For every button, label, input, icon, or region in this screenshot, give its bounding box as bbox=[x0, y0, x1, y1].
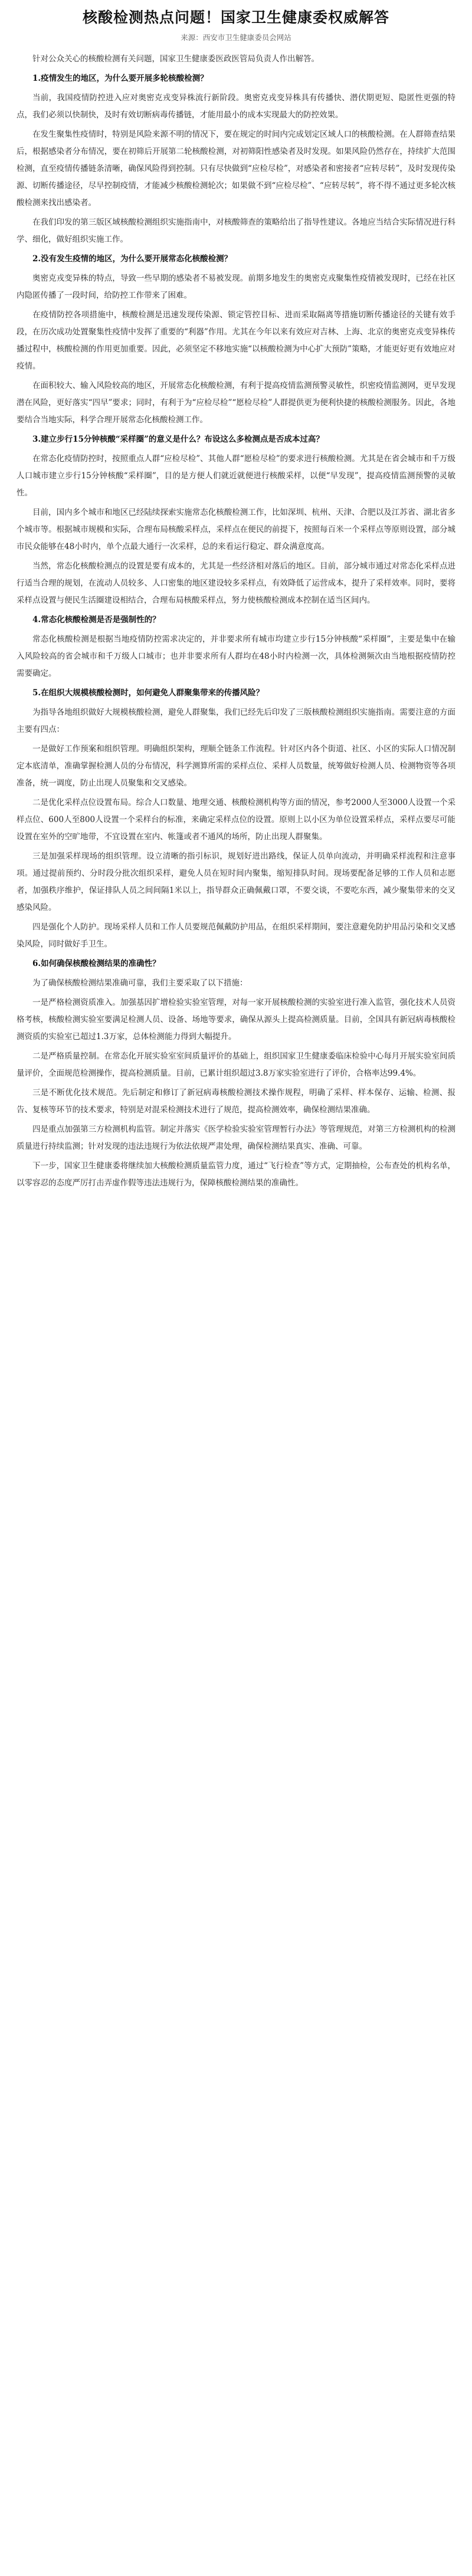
answer-paragraph: 三是加强采样现场的组织管理。设立清晰的指引标识，规划好进出路线，保证人员单向流动，并明确采样流程和注意事项。通过提前预约、分时段分批次组织采样，避免人员在短时间内聚集，缩短排队时间。现场要配备足够的工作人员和志愿者，加强秩序维护，保证排队人员之间间隔1米以上，指导群众正确佩戴口罩，不要交谈，不要吃东西，减少聚集带来的交叉感染风险。 bbox=[17, 852, 455, 912]
article-title: 核酸检测热点问题！国家卫生健康委权威解答 bbox=[82, 9, 389, 26]
answer-paragraph: 在发生聚集性疫情时，特别是风险来源不明的情况下，要在规定的时间内完成划定区域人口的核酸检测。在人群筛查结果后，根据感染者分布情况，要在初筛后开展第二轮核酸检测，对初筛阳性感染者及时发现。如果风险仍然存在，持续扩大范围检测，直至疫情传播链条清晰，确保风险得到控制。只有尽快做到“应检尽检”，对感染者和密接者“应转尽转”，及时发现传染源、切断传播途径，尽早控制疫情，才能减少核酸检测轮次；如果做不到“应检尽检”、“应转尽转”，将不得不通过更多轮次核酸检测来找出感染者。 bbox=[17, 130, 455, 208]
answer-paragraph: 在我们印发的第三版区域核酸检测组织实施指南中，对核酸筛查的策略给出了指导性建议。各地应当结合实际情况进行科学、细化，做好组织实施工作。 bbox=[17, 218, 455, 244]
answer-paragraph: 奥密克戎变异株的特点，导致一些早期的感染者不易被发现。前期多地发生的奥密克戎聚集性疫情被发现时，已经在社区内隐匿传播了一段时间，给防控工作带来了困难。 bbox=[17, 274, 455, 300]
answer-paragraph: 一是做好工作预案和组织管理。明确组织架构，理顺全链条工作流程。针对区内各个街道、社区、小区的实际人口情况制定本底清单，准确掌握检测人员的分布情况，科学测算所需的采样点位、采样人员数量，统筹做好检测人员、检测物资等各项准备，统一调度，防止出现人员聚集和交叉感染。 bbox=[17, 744, 455, 788]
answer-paragraph: 当然，常态化核酸检测点的设置是要有成本的，尤其是一些经济相对落后的地区。目前，部分城市通过对常态化采样点进行适当合理的规划，在流动人员较多、人口密集的地区建设较多采样点，有效降低了运营成本，提升了采样效率。同时，要将采样点设置与便民生活圈建设相结合，合理布局核酸采样点，努力使核酸检测成本控制在适当区间内。 bbox=[17, 561, 455, 605]
question-6: 6.如何确保核酸检测结果的准确性？ bbox=[32, 959, 160, 968]
question-1: 1.疫情发生的地区，为什么要开展多轮核酸检测？ bbox=[32, 74, 208, 83]
answer-paragraph: 常态化核酸检测是根据当地疫情防控需求决定的，并非要求所有城市均建立步行15分钟核酸“采样圈”，主要是集中在输入风险较高的省会城市和千万级人口城市；也并非要求所有人群均在48小时内检测一次，具体检测频次由当地根据疫情防控需要确定。 bbox=[17, 635, 455, 678]
answer-paragraph: 为了确保核酸检测结果准确可靠，我们主要采取了以下措施： bbox=[32, 978, 248, 988]
answer-paragraph: 在常态化疫情防控时，按照重点人群“应检尽检”、其他人群“愿检尽检”的要求进行核酸检测。尤其是在省会城市和千万级人口城市建立步行15分钟核酸“采样圈”，目的是方便人们就近就便进行核酸采样，以便“早发现”，提高疫情监测预警的灵敏性。 bbox=[17, 454, 455, 498]
article-body bbox=[17, 51, 455, 1192]
article-source: 来源：西安市卫生健康委员会网站 bbox=[181, 33, 291, 42]
answer-paragraph: 在疫情防控各项措施中，核酸检测是迅速发现传染源、锁定管控目标、进而采取隔离等措施切断传播途径的关键有效手段，在历次成功处置聚集性疫情中发挥了重要的“利器”作用。尤其在今年以来有效应对吉林、上海、北京的奥密克戎变异株传播过程中，核酸检测的作用更加重要。因此，必须坚定不移地实施“以核酸检测为中心扩大预防”策略，才能更好更有效地应对疫情。 bbox=[17, 310, 455, 371]
answer-paragraph: 二是优化采样点位设置布局。综合人口数量、地理交通、核酸检测机构等方面的情况，参考2000人至3000人设置一个采样点位、600人至800人设置一个采样台的标准，来确定采样点位的设置。原则上以小区为单位设置采样点，采样点要尽可能设置在室外的空旷地带，不宜设置在室内、帐篷或者不通风的场所，防止出现人群聚集。 bbox=[17, 798, 455, 842]
answer-paragraph: 目前，国内多个城市和地区已经陆续探索实施常态化核酸检测工作，比如深圳、杭州、天津、合肥以及江苏省、湖北省多个城市等。根据城市规模和实际，合理布局核酸采样点，采样点在便民的前提下，按照每百米一个采样点等原则设置，部分城市民众能够在48小时内，单个点最大通行一次采样，总的来看运行稳定、群众满意度高。 bbox=[17, 508, 455, 551]
answer-paragraph: 四是重点加强第三方检测机构监管。制定并落实《医学检验实验室管理暂行办法》等管理规范，对第三方检测机构的检测质量进行持续监测；针对发现的违法违规行为依法依规严肃处理，确保检测结果真实、准确、可靠。 bbox=[17, 1125, 455, 1151]
answer-paragraph: 为指导各地组织做好大规模核酸检测，避免人群聚集，我们已经先后印发了三版核酸检测组织实施指南。需要注意的方面主要有四点： bbox=[17, 708, 455, 734]
answer-paragraph: 当前，我国疫情防控进入应对奥密克戎变异株流行新阶段。奥密克戎变异株具有传播快、潜伏期更短、隐匿性更强的特点，我们必须以快制快，及时有效切断病毒传播链，才能用最小的成本实现最大的防控效果。 bbox=[17, 93, 455, 120]
answer-paragraph: 二是严格质量控制。在常态化开展实验室室间质量评价的基础上，组织国家卫生健康委临床检验中心每月开展实验室间质量评价，全面规范检测操作，提高检测质量。目前，已累计组织超过3.8万家实验室进行了评价，合格率达99.4%。 bbox=[17, 1052, 455, 1078]
question-5: 5.在组织大规模核酸检测时，如何避免人群聚集带来的传播风险？ bbox=[32, 688, 264, 698]
answer-paragraph: 一是严格检测资质准入。加强基因扩增检验实验室管理，对每一家开展核酸检测的实验室进行准入监管，强化技术人员资格考核，核酸检测实验室要满足检测人员、设备、场地等要求，确保从源头上提高检测质量。目前，全国具有新冠病毒核酸检测资质的实验室已超过1.3万家，总体检测能力得到大幅提升。 bbox=[17, 998, 455, 1041]
question-4: 4.常态化核酸检测是否是强制性的？ bbox=[32, 615, 160, 625]
intro-paragraph: 针对公众关心的核酸检测有关问题，国家卫生健康委医政医管局负责人作出解答。 bbox=[32, 54, 319, 64]
question-3: 3.建立步行15分钟核酸“采样圈”的意义是什么？布设这么多检测点是否成本过高？ bbox=[32, 435, 324, 444]
answer-paragraph: 下一步，国家卫生健康委将继续加大核酸检测质量监管力度，通过“飞行检查”等方式，定期抽检，公布查处的机构名单，以零容忍的态度严厉打击弄虚作假等违法违规行为，保障核酸检测结果的准确性。 bbox=[17, 1161, 455, 1188]
answer-paragraph: 在面积较大、输入风险较高的地区，开展常态化核酸检测，有利于提高疫情监测预警灵敏性，织密疫情监测网，更早发现潜在风险，更好落实“四早”要求；同时，有利于为“应检尽检”“愿检尽检”人群提供更为便利快捷的核酸检测服务。因此，各地要结合当地实际，科学合理开展常态化核酸检测工作。 bbox=[17, 381, 455, 425]
question-2: 2.没有发生疫情的地区，为什么要开展常态化核酸检测？ bbox=[32, 254, 232, 264]
answer-paragraph: 四是强化个人防护。现场采样人员和工作人员要规范佩戴防护用品，在组织采样期间，要注意避免防护用品污染和交叉感染风险，同时做好手卫生。 bbox=[17, 922, 455, 949]
answer-paragraph: 三是不断优化技术规范。先后制定和修订了新冠病毒核酸检测技术操作规程，明确了采样、样本保存、运输、检测、报告、复核等环节的技术要求，特别是对混采检测技术进行了规范，提高检测效率，确保检测结果准确。 bbox=[17, 1088, 455, 1115]
